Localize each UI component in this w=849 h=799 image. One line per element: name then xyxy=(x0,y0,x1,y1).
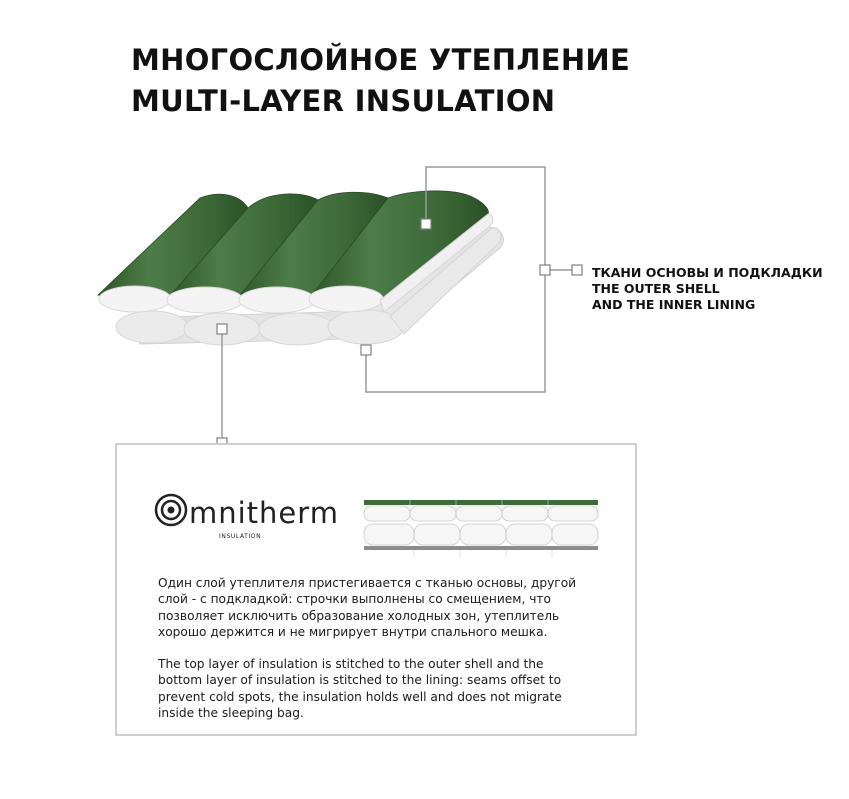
description-en-line: inside the sleeping bag. xyxy=(158,706,304,721)
description-english xyxy=(158,656,618,721)
title-english: MULTI-LAYER INSULATION xyxy=(131,84,556,118)
omnitherm-spiral-icon xyxy=(153,492,189,528)
description-en-line: The top layer of insulation is stitched to the outer shell and the xyxy=(158,657,544,672)
brand-name: mnitherm xyxy=(189,496,339,530)
description-en-line: bottom layer of insulation is stitched to the lining: seams offset to xyxy=(158,673,562,688)
cross-section-lining xyxy=(364,546,598,550)
description-ru-line: Один слой утеплителя пристегивается с тканью основы, другой xyxy=(158,576,577,590)
description-en-line: prevent cold spots, the insulation holds well and does not migrate xyxy=(158,689,562,704)
marker-junction xyxy=(540,265,550,275)
marker-insulation xyxy=(217,324,227,334)
marker-callout xyxy=(572,265,582,275)
shell-lining-callout xyxy=(592,265,823,313)
callout-line-ru: ТКАНИ ОСНОВЫ И ПОДКЛАДКИ xyxy=(592,265,823,280)
layer-cross-section-diagram xyxy=(362,500,602,560)
marker-inner-lining xyxy=(361,345,371,355)
description-ru-line: хорошо держится и не мигрирует внутри спального мешка. xyxy=(158,624,548,639)
cross-section-shell xyxy=(364,500,598,505)
brand-tagline: INSULATION xyxy=(219,533,262,540)
callout-line-en-2: AND THE INNER LINING xyxy=(592,297,756,312)
description-russian xyxy=(158,575,618,640)
marker-outer-shell xyxy=(421,219,431,229)
info-box xyxy=(115,443,637,736)
title-russian: МНОГОСЛОЙНОЕ УТЕПЛЕНИЕ xyxy=(131,43,631,77)
description xyxy=(158,575,618,737)
description-ru-line: позволяет исключить образование холодных зон, утеплитель xyxy=(158,608,560,623)
cross-section-lower-insulation xyxy=(364,524,598,545)
cross-section-upper-insulation xyxy=(364,506,598,521)
description-ru-line: слой - с подкладкой: строчки выполнены со смещением, что xyxy=(158,592,551,607)
callout-line-en-1: THE OUTER SHELL xyxy=(592,281,720,296)
